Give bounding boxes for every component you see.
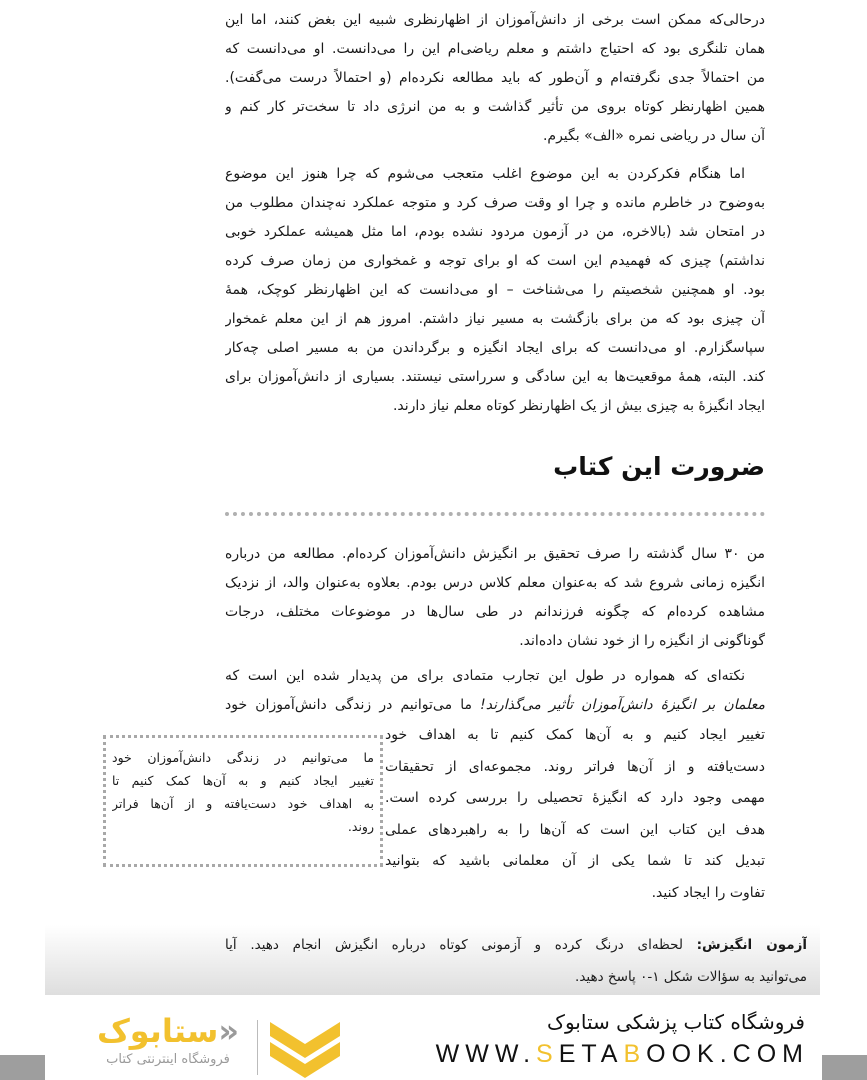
logo-divider (257, 1020, 258, 1075)
brand-logo (88, 1012, 248, 1070)
text-line: دست‌یافته و از آن‌ها فراتر روند. مجموعه‌ای از تحقیقات (385, 758, 765, 775)
text-line: هدف این کتاب این است که آن‌ها را به راهبردهای عملی (385, 821, 765, 838)
url-part: OOK.COM (646, 1040, 809, 1068)
text-line: آن چیزی بود که من برای بازگشت به مسیر نیاز داشتم. امروز هم از این معلم غمخوار (225, 311, 765, 327)
quiz-label: آزمون انگیزش: (696, 937, 807, 953)
text-line: نکته‌ای که همواره در طول این تجارب متمادی برای من پدیدار شده این است که (225, 668, 745, 684)
page-corner-left (0, 1055, 45, 1080)
text-line: مهمی وجود دارد که انگیزهٔ تحصیلی را بررسی کرده است. (385, 790, 765, 806)
text-line: کند. البته، همهٔ موقعیت‌ها به این سادگی و سرراستی نیستند. بسیاری از دانش‌آموزان برای (225, 369, 765, 385)
paragraph-4-continued (385, 720, 765, 909)
text-line: می‌توانید به سؤالات شکل ۱-۰ پاسخ دهید. (575, 969, 807, 985)
paragraph-3 (225, 540, 765, 656)
text-line: نداشتم) چیزی که فهمیدم این است که او برای توجه و غمخواری من زمان صرف کرده (225, 253, 765, 269)
text-line (225, 929, 807, 961)
text-line (225, 691, 765, 720)
text-line: مشاهده کرده‌ام که چگونه فرزندانم در طی سال‌ها در موضوعات مختلف، درجات (225, 604, 765, 620)
url-part: B (623, 1040, 647, 1068)
text-line: تغییر ایجاد کنیم و به آن‌ها کمک کنیم تا به اهداف خود (385, 727, 765, 743)
paragraph-2 (225, 160, 765, 421)
url-part: WWW. (435, 1040, 537, 1068)
text-line: اما هنگام فکرکردن به این موضوع اغلب متعجب می‌شوم که چرا هنوز این موضوع (225, 166, 745, 182)
text-line: همان تلنگری بود که احتیاج داشتم و معلم ریاضی‌ام این را می‌دانست. او می‌دانست که (225, 41, 765, 57)
text-line: تفاوت را ایجاد کنید. (651, 884, 765, 901)
shop-url[interactable] (436, 1040, 809, 1069)
section-heading: ضرورت این کتاب (553, 452, 765, 481)
url-part: S (536, 1040, 559, 1068)
text-line: آن سال در ریاضی نمره «الف» بگیرم. (542, 128, 765, 144)
text-line: انگیزه زمانی شروع شد که به‌عنوان معلم کلاس درس بودم. بعلاوه به‌عنوان والد، از نزدیک (225, 575, 765, 591)
paragraph-1 (225, 6, 765, 151)
text-line: گوناگونی از انگیزه را از خود نشان داده‌اند. (519, 633, 765, 649)
text-line: من ۳۰ سال گذشته را صرف تحقیق بر انگیزش دانش‌آموزان کرده‌ام. مطالعه من درباره (225, 546, 765, 562)
url-part: ETA (558, 1040, 624, 1068)
shop-name: فروشگاه کتاب پزشکی ستابوک (547, 1010, 805, 1034)
text-line: به‌وضوح در خاطرم مانده و چرا او وقت صرف کرد و متوجه عملکرد نه‌چندان مطلوب من (225, 195, 765, 211)
dotted-divider (225, 512, 765, 516)
chevron-logo-icon (268, 1018, 343, 1080)
text-line: من احتمالاً جدی نگرفته‌ام و آن‌طور که باید مطالعه نکرده‌ام (و احتمالاً درست می‌گفت). (225, 70, 765, 86)
logo-text: ستابوک (96, 1012, 219, 1050)
text-line: ایجاد انگیزهٔ به چیزی بیش از یک اظهارنظر کوتاه معلم نیاز دارند. (392, 398, 765, 414)
emphasis-text: معلمان بر انگیزهٔ دانش‌آموزان تأثیر می‌گذارند! (480, 697, 765, 713)
text-line: ما می‌توانیم در زندگی دانش‌آموزان خود (112, 750, 374, 765)
text-line: در امتحان شد (بالاخره، من در آزمون مردود نشده بودم، اما مثل همیشه عملکرد خوبی (225, 224, 765, 240)
text-span: ما می‌توانیم در زندگی دانش‌آموزان خود (225, 697, 481, 713)
pull-quote-box (103, 735, 383, 867)
text-line: تبدیل کند تا شما یکی از آن معلمانی باشید که بتوانید (385, 853, 765, 869)
text-line: همین اظهارنظر کوتاه بروی من تأثیر گذاشت و به من انرژی داد تا سخت‌تر کار کنم و (225, 99, 765, 115)
text-span: لحظه‌ای درنگ کرده و آزمونی کوتاه درباره انگیزش انجام دهید. آیا (225, 937, 697, 953)
page-corner-right (822, 1055, 867, 1080)
text-line: تغییر ایجاد کنیم و به آن‌ها کمک کنیم تا (112, 773, 374, 788)
quiz-callout (45, 925, 820, 995)
text-line: درحالی‌که ممکن است برخی از دانش‌آموزان از اظهارنظری شبیه این بغض کنند، اما این (225, 12, 765, 28)
text-line: روند. (347, 819, 374, 834)
double-chevron-icon: « (218, 1012, 240, 1050)
text-line: به اهداف خود دست‌یافته و از آن‌ها فراتر (112, 796, 374, 811)
text-line: سپاسگزارم. او می‌دانست که برای ایجاد انگیزه و برگرداندن من به مسیر اصلی چه‌کار (225, 340, 765, 356)
text-line: بود. او همچنین شخصیتم را می‌شناخت – او می‌دانست که این اظهارنظر کوچک، همهٔ (225, 282, 765, 298)
logo-subtitle: فروشگاه اینترنتی کتاب (106, 1052, 230, 1067)
paragraph-4 (225, 662, 765, 720)
